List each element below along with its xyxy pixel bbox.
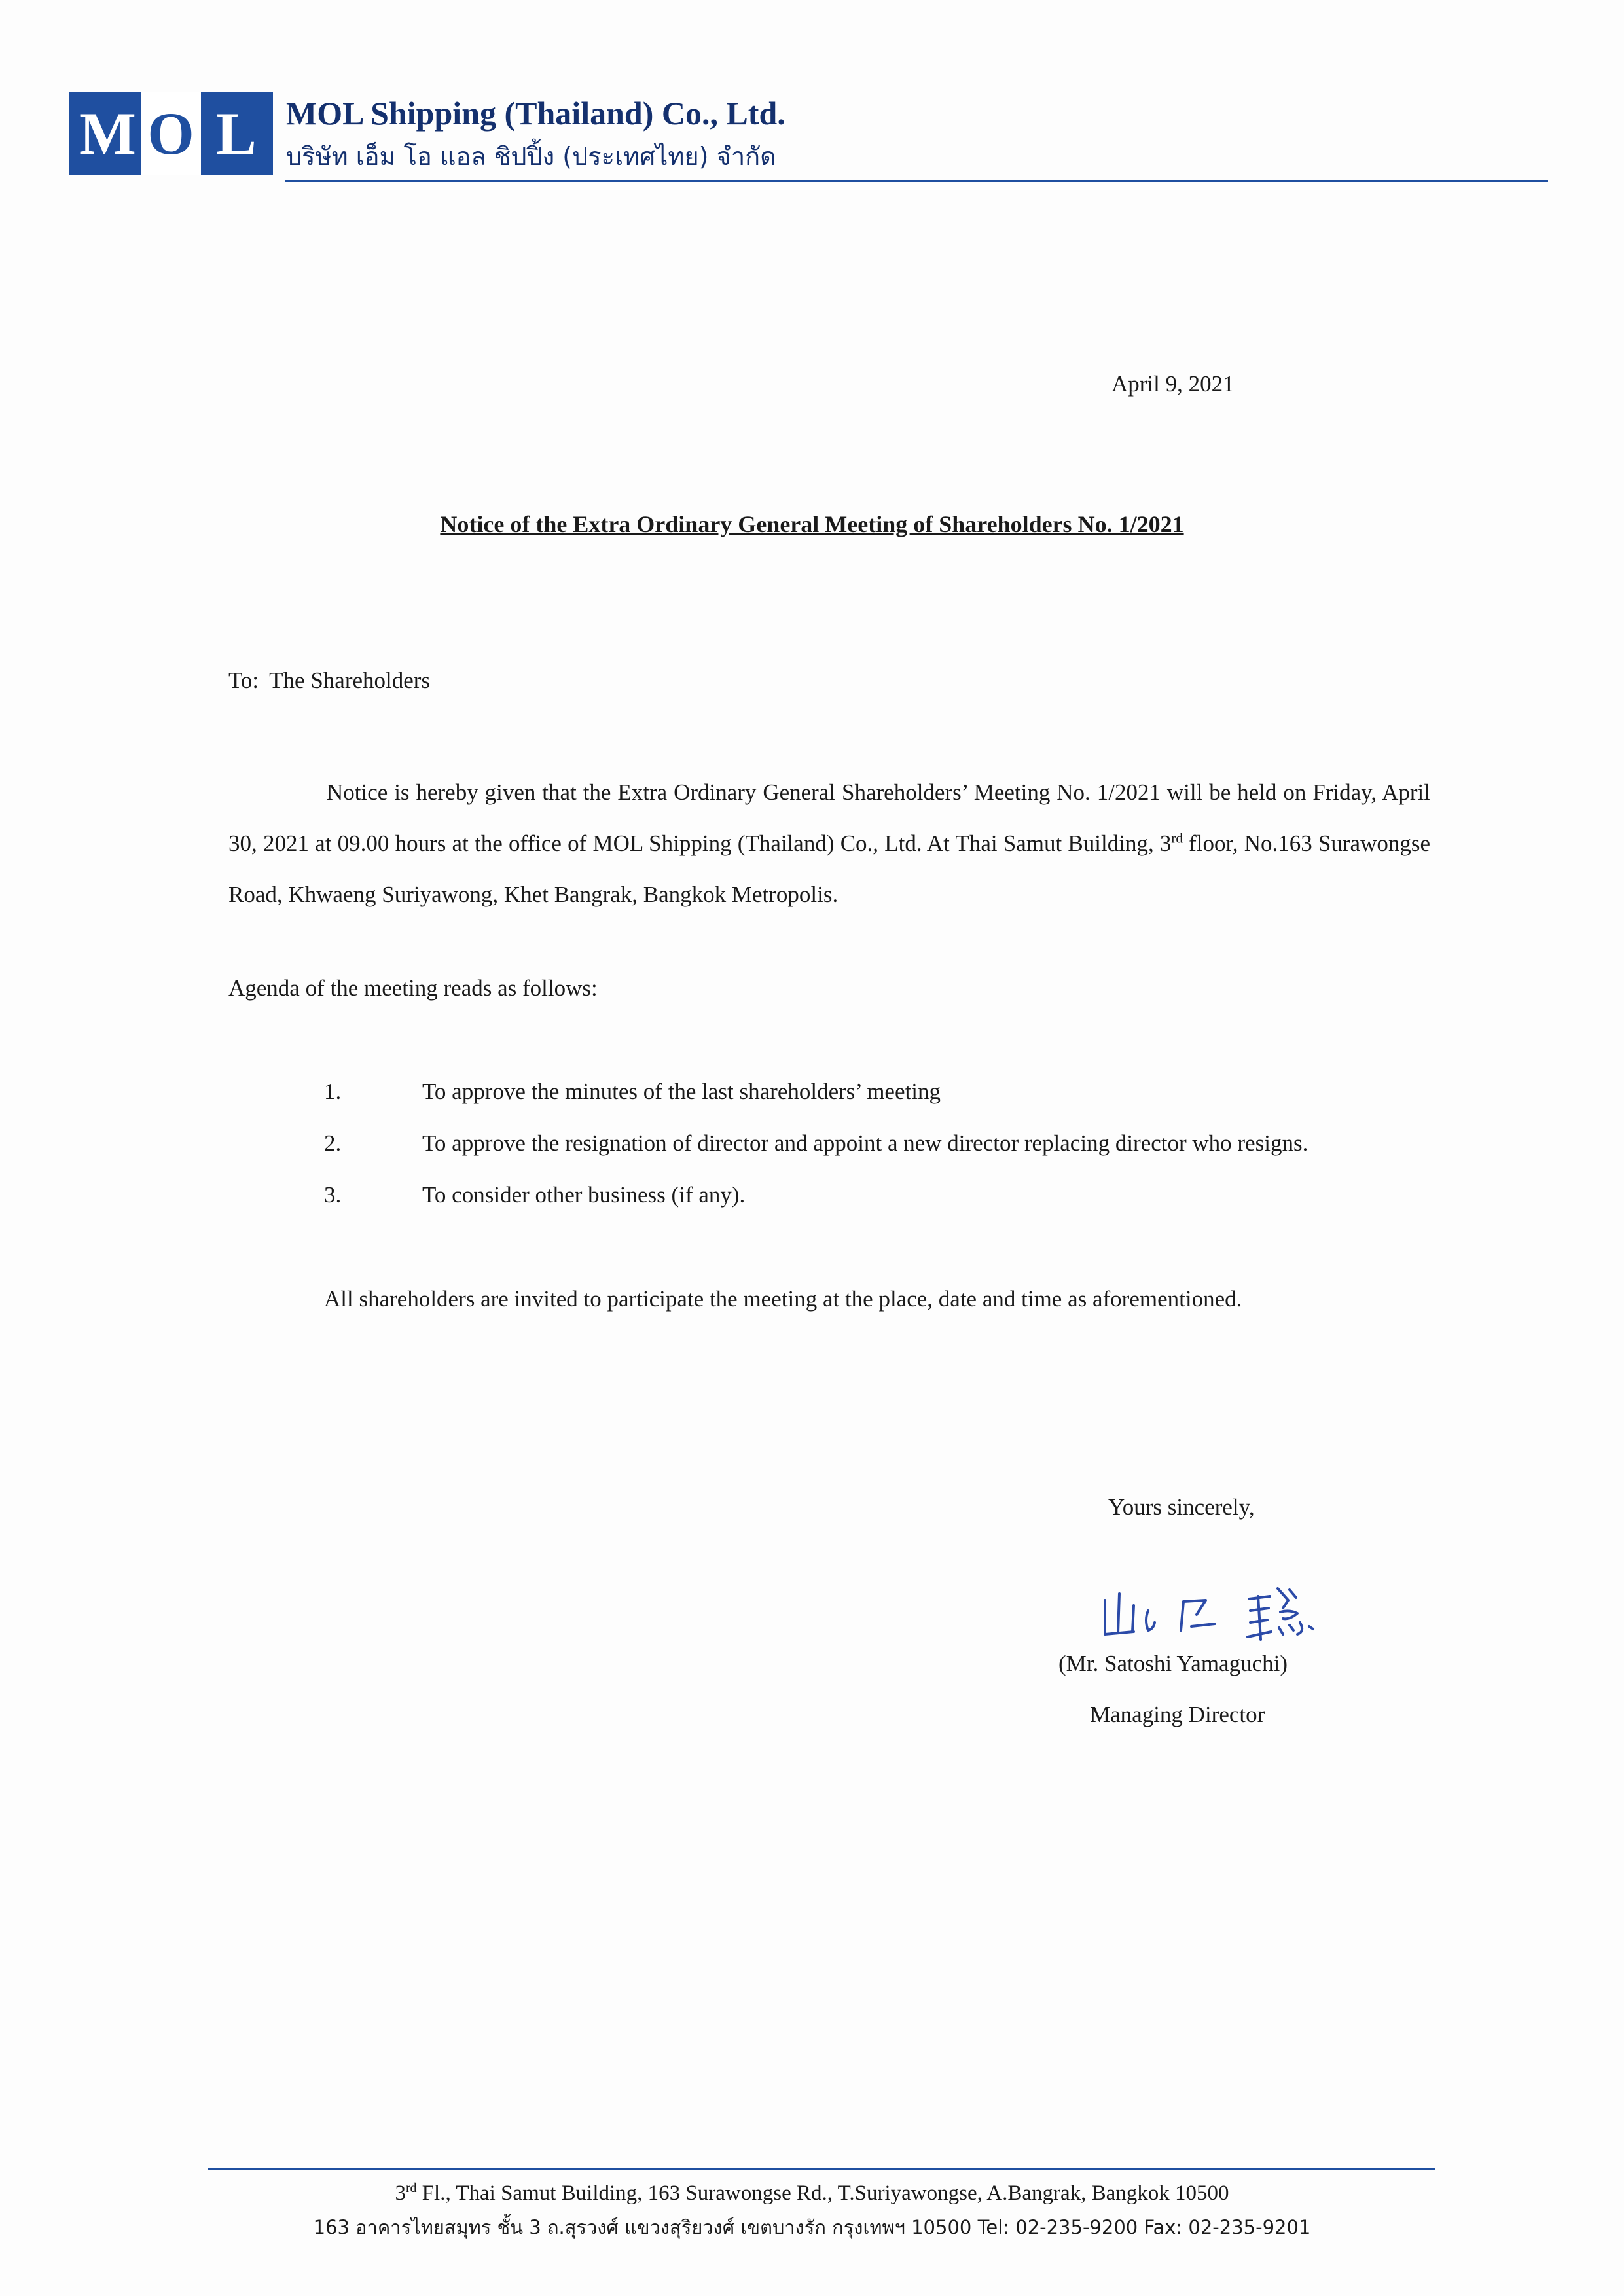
agenda-item [324, 1182, 1502, 1234]
agenda-item-text: To consider other business (if any). [422, 1182, 746, 1208]
agenda-item [324, 1130, 1502, 1182]
logo-letter-m: M [79, 100, 136, 167]
letter-date: April 9, 2021 [1111, 371, 1235, 397]
sign-off: Yours sincerely, [1108, 1494, 1255, 1520]
agenda-item-text: To approve the minutes of the last shareholders’ meeting [422, 1079, 941, 1104]
signer-title: Managing Director [1090, 1702, 1265, 1727]
company-name-english: MOL Shipping (Thailand) Co., Ltd. [286, 95, 785, 132]
letterhead [69, 92, 1479, 190]
agenda-item-number: 2. [324, 1130, 342, 1156]
logo-letter-o: O [147, 100, 194, 167]
agenda-intro: Agenda of the meeting reads as follows: [228, 975, 598, 1001]
footer-ordinal-suffix: rd [405, 2181, 417, 2195]
company-logo [69, 92, 273, 175]
footer-address-text: Fl., Thai Samut Building, 163 Surawongse Rd., T.Suriyawongse, A.Bangrak, Bangkok 10500 [416, 2181, 1229, 2205]
signer-name: (Mr. Satoshi Yamaguchi) [1058, 1651, 1288, 1676]
logo-letter-l: L [216, 100, 257, 167]
agenda-list [324, 1079, 1502, 1234]
company-name-thai: บริษัท เอ็ม โอ แอล ชิปปิ้ง (ประเทศไทย) จำกัด [286, 142, 776, 171]
recipient-line [228, 668, 430, 694]
footer-floor-number: 3 [395, 2181, 406, 2205]
agenda-item [324, 1079, 1502, 1130]
body-text-part-2: floor, No.163 Surawongse Road, Khwaeng Suriyawong, Khet Bangrak, Bangkok Metropolis. [228, 831, 1431, 907]
agenda-item-text: To approve the resignation of director and appoint a new director replacing director who resigns. [422, 1130, 1308, 1156]
footer-address-thai: 163 อาคารไทยสมุทร ชั้น 3 ถ.สุรวงศ์ แขวงสุริยวงศ์ เขตบางรัก กรุงเทพฯ 10500 Tel: 02-235-9200 Fax: 02-235-9201 [313, 2216, 1311, 2238]
footer-divider [208, 2168, 1435, 2170]
body-text-part-1: Notice is hereby given that the Extra Ordinary General Shareholders’ Meeting No. 1/2021 will be held on Friday, April 30, 2021 at 09.00 hours at the office of MOL Shipping (Thailand) Co., Ltd. At Thai Samut Building, 3 [228, 780, 1430, 856]
recipient-label: To: [228, 668, 259, 693]
notice-title: Notice of the Extra Ordinary General Meeting of Shareholders No. 1/2021 [440, 511, 1184, 537]
letterhead-divider [285, 180, 1548, 182]
recipient-name: The Shareholders [269, 668, 431, 693]
closing-paragraph: All shareholders are invited to participate the meeting at the place, date and time as aforementioned. [324, 1286, 1242, 1312]
agenda-item-number: 3. [324, 1182, 342, 1208]
agenda-item-number: 1. [324, 1079, 342, 1104]
logo-letter-o-box [141, 92, 201, 175]
footer-address-english [0, 2181, 1624, 2206]
handwritten-signature [1093, 1574, 1355, 1646]
body-ordinal-suffix: rd [1171, 830, 1183, 846]
notice-body-paragraph [228, 767, 1430, 920]
